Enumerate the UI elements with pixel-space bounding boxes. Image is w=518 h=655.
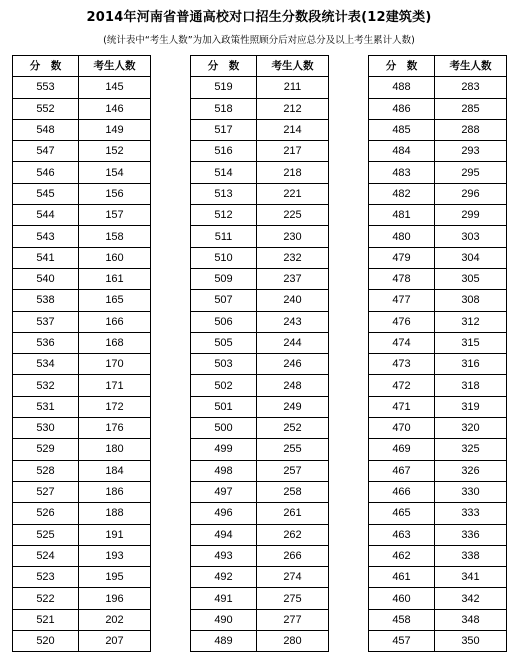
table-row bbox=[191, 205, 329, 226]
count-cell: 326 bbox=[435, 460, 507, 481]
table-row bbox=[369, 481, 507, 502]
count-cell: 342 bbox=[435, 588, 507, 609]
count-cell: 156 bbox=[79, 183, 151, 204]
score-cell: 499 bbox=[191, 439, 257, 460]
count-cell: 320 bbox=[435, 418, 507, 439]
header-score: 分 数 bbox=[13, 56, 79, 77]
score-cell: 541 bbox=[13, 247, 79, 268]
table-row bbox=[191, 332, 329, 353]
count-cell: 249 bbox=[257, 396, 329, 417]
score-cell: 481 bbox=[369, 205, 435, 226]
count-cell: 296 bbox=[435, 183, 507, 204]
count-cell: 171 bbox=[79, 375, 151, 396]
table-row bbox=[369, 247, 507, 268]
table-row bbox=[369, 545, 507, 566]
count-cell: 350 bbox=[435, 631, 507, 652]
count-cell: 188 bbox=[79, 503, 151, 524]
table-row bbox=[13, 226, 151, 247]
table-row bbox=[13, 545, 151, 566]
score-cell: 545 bbox=[13, 183, 79, 204]
table-row bbox=[191, 567, 329, 588]
score-cell: 528 bbox=[13, 460, 79, 481]
count-cell: 243 bbox=[257, 311, 329, 332]
count-cell: 146 bbox=[79, 98, 151, 119]
count-cell: 172 bbox=[79, 396, 151, 417]
count-cell: 318 bbox=[435, 375, 507, 396]
table-row bbox=[369, 332, 507, 353]
score-cell: 522 bbox=[13, 588, 79, 609]
count-cell: 161 bbox=[79, 268, 151, 289]
score-cell: 507 bbox=[191, 290, 257, 311]
score-cell: 523 bbox=[13, 567, 79, 588]
count-cell: 186 bbox=[79, 481, 151, 502]
table-row bbox=[369, 183, 507, 204]
table-row bbox=[13, 290, 151, 311]
table-row bbox=[13, 418, 151, 439]
count-cell: 308 bbox=[435, 290, 507, 311]
count-cell: 258 bbox=[257, 481, 329, 502]
table-row bbox=[191, 354, 329, 375]
score-cell: 540 bbox=[13, 268, 79, 289]
header-score: 分 数 bbox=[191, 56, 257, 77]
table-row bbox=[369, 503, 507, 524]
table-row bbox=[369, 268, 507, 289]
score-cell: 527 bbox=[13, 481, 79, 502]
score-cell: 544 bbox=[13, 205, 79, 226]
table-row bbox=[13, 631, 151, 652]
score-table-3 bbox=[368, 55, 507, 652]
score-cell: 471 bbox=[369, 396, 435, 417]
score-cell: 497 bbox=[191, 481, 257, 502]
table-row bbox=[13, 396, 151, 417]
count-cell: 195 bbox=[79, 567, 151, 588]
score-cell: 538 bbox=[13, 290, 79, 311]
table-row bbox=[191, 396, 329, 417]
count-cell: 166 bbox=[79, 311, 151, 332]
score-cell: 491 bbox=[191, 588, 257, 609]
table-row bbox=[13, 205, 151, 226]
count-cell: 202 bbox=[79, 609, 151, 630]
count-cell: 275 bbox=[257, 588, 329, 609]
table-row bbox=[369, 98, 507, 119]
table-row bbox=[369, 162, 507, 183]
score-cell: 532 bbox=[13, 375, 79, 396]
count-cell: 338 bbox=[435, 545, 507, 566]
count-cell: 288 bbox=[435, 119, 507, 140]
count-cell: 330 bbox=[435, 481, 507, 502]
table-row bbox=[13, 481, 151, 502]
count-cell: 277 bbox=[257, 609, 329, 630]
table-header-row bbox=[191, 56, 329, 77]
count-cell: 283 bbox=[435, 77, 507, 98]
count-cell: 262 bbox=[257, 524, 329, 545]
score-cell: 510 bbox=[191, 247, 257, 268]
count-cell: 217 bbox=[257, 141, 329, 162]
count-cell: 295 bbox=[435, 162, 507, 183]
count-cell: 157 bbox=[79, 205, 151, 226]
table-row bbox=[191, 481, 329, 502]
score-cell: 518 bbox=[191, 98, 257, 119]
score-cell: 470 bbox=[369, 418, 435, 439]
count-cell: 230 bbox=[257, 226, 329, 247]
table-row bbox=[369, 311, 507, 332]
score-cell: 492 bbox=[191, 567, 257, 588]
count-cell: 154 bbox=[79, 162, 151, 183]
count-cell: 319 bbox=[435, 396, 507, 417]
count-cell: 165 bbox=[79, 290, 151, 311]
table-header-row bbox=[369, 56, 507, 77]
table-row bbox=[369, 77, 507, 98]
page-subtitle: (统计表中“考生人数”为加入政策性照顾分后对应总分及以上考生累计人数) bbox=[103, 35, 415, 46]
table-row bbox=[369, 141, 507, 162]
count-cell: 180 bbox=[79, 439, 151, 460]
table-row bbox=[191, 418, 329, 439]
score-cell: 513 bbox=[191, 183, 257, 204]
count-cell: 304 bbox=[435, 247, 507, 268]
table-row bbox=[13, 439, 151, 460]
table-row bbox=[191, 226, 329, 247]
count-cell: 312 bbox=[435, 311, 507, 332]
score-cell: 534 bbox=[13, 354, 79, 375]
table-row bbox=[369, 290, 507, 311]
table-row bbox=[369, 460, 507, 481]
count-cell: 225 bbox=[257, 205, 329, 226]
table-row bbox=[13, 609, 151, 630]
table-row bbox=[191, 460, 329, 481]
table-row bbox=[369, 567, 507, 588]
table-row bbox=[191, 631, 329, 652]
count-cell: 293 bbox=[435, 141, 507, 162]
count-cell: 316 bbox=[435, 354, 507, 375]
table-row bbox=[191, 609, 329, 630]
table-row bbox=[191, 524, 329, 545]
score-cell: 524 bbox=[13, 545, 79, 566]
score-cell: 460 bbox=[369, 588, 435, 609]
count-cell: 348 bbox=[435, 609, 507, 630]
score-cell: 505 bbox=[191, 332, 257, 353]
count-cell: 280 bbox=[257, 631, 329, 652]
score-cell: 503 bbox=[191, 354, 257, 375]
score-cell: 476 bbox=[369, 311, 435, 332]
count-cell: 252 bbox=[257, 418, 329, 439]
table-row bbox=[191, 268, 329, 289]
score-cell: 479 bbox=[369, 247, 435, 268]
score-cell: 485 bbox=[369, 119, 435, 140]
score-cell: 462 bbox=[369, 545, 435, 566]
table-row bbox=[369, 588, 507, 609]
table-row bbox=[191, 375, 329, 396]
count-cell: 214 bbox=[257, 119, 329, 140]
count-cell: 333 bbox=[435, 503, 507, 524]
score-cell: 525 bbox=[13, 524, 79, 545]
score-cell: 469 bbox=[369, 439, 435, 460]
count-cell: 184 bbox=[79, 460, 151, 481]
count-cell: 211 bbox=[257, 77, 329, 98]
score-cell: 463 bbox=[369, 524, 435, 545]
table-row bbox=[191, 545, 329, 566]
table-row bbox=[13, 460, 151, 481]
score-cell: 461 bbox=[369, 567, 435, 588]
count-cell: 212 bbox=[257, 98, 329, 119]
score-cell: 483 bbox=[369, 162, 435, 183]
header-count: 考生人数 bbox=[435, 56, 507, 77]
score-cell: 548 bbox=[13, 119, 79, 140]
table-row bbox=[13, 311, 151, 332]
score-cell: 472 bbox=[369, 375, 435, 396]
table-row bbox=[369, 631, 507, 652]
score-cell: 498 bbox=[191, 460, 257, 481]
count-cell: 193 bbox=[79, 545, 151, 566]
table-row bbox=[191, 588, 329, 609]
count-cell: 191 bbox=[79, 524, 151, 545]
score-cell: 467 bbox=[369, 460, 435, 481]
page-title: 2014年河南省普通高校对口招生分数段统计表(12建筑类) bbox=[86, 10, 432, 25]
score-cell: 477 bbox=[369, 290, 435, 311]
table-row bbox=[369, 354, 507, 375]
table-row bbox=[191, 183, 329, 204]
score-cell: 521 bbox=[13, 609, 79, 630]
count-cell: 325 bbox=[435, 439, 507, 460]
count-cell: 221 bbox=[257, 183, 329, 204]
table-row bbox=[191, 247, 329, 268]
score-cell: 473 bbox=[369, 354, 435, 375]
score-cell: 501 bbox=[191, 396, 257, 417]
count-cell: 170 bbox=[79, 354, 151, 375]
score-cell: 466 bbox=[369, 481, 435, 502]
score-cell: 546 bbox=[13, 162, 79, 183]
score-cell: 500 bbox=[191, 418, 257, 439]
table-row bbox=[369, 396, 507, 417]
count-cell: 176 bbox=[79, 418, 151, 439]
table-row bbox=[13, 141, 151, 162]
count-cell: 336 bbox=[435, 524, 507, 545]
count-cell: 266 bbox=[257, 545, 329, 566]
count-cell: 299 bbox=[435, 205, 507, 226]
table-row bbox=[13, 162, 151, 183]
score-cell: 480 bbox=[369, 226, 435, 247]
score-cell: 478 bbox=[369, 268, 435, 289]
table-row bbox=[13, 524, 151, 545]
score-cell: 458 bbox=[369, 609, 435, 630]
score-cell: 531 bbox=[13, 396, 79, 417]
score-cell: 506 bbox=[191, 311, 257, 332]
table-row bbox=[13, 503, 151, 524]
table-row bbox=[369, 226, 507, 247]
table-row bbox=[191, 162, 329, 183]
table-row bbox=[13, 567, 151, 588]
score-cell: 474 bbox=[369, 332, 435, 353]
score-cell: 511 bbox=[191, 226, 257, 247]
count-cell: 257 bbox=[257, 460, 329, 481]
table-row bbox=[191, 439, 329, 460]
header-score: 分 数 bbox=[369, 56, 435, 77]
score-cell: 465 bbox=[369, 503, 435, 524]
table-row bbox=[13, 354, 151, 375]
score-cell: 517 bbox=[191, 119, 257, 140]
score-cell: 494 bbox=[191, 524, 257, 545]
score-cell: 552 bbox=[13, 98, 79, 119]
score-cell: 484 bbox=[369, 141, 435, 162]
score-cell: 482 bbox=[369, 183, 435, 204]
count-cell: 274 bbox=[257, 567, 329, 588]
score-cell: 502 bbox=[191, 375, 257, 396]
header-count: 考生人数 bbox=[79, 56, 151, 77]
table-row bbox=[191, 290, 329, 311]
score-cell: 543 bbox=[13, 226, 79, 247]
score-table-1 bbox=[12, 55, 151, 652]
table-row bbox=[13, 77, 151, 98]
table-row bbox=[191, 141, 329, 162]
count-cell: 248 bbox=[257, 375, 329, 396]
count-cell: 244 bbox=[257, 332, 329, 353]
table-row bbox=[191, 98, 329, 119]
score-cell: 530 bbox=[13, 418, 79, 439]
count-cell: 232 bbox=[257, 247, 329, 268]
count-cell: 303 bbox=[435, 226, 507, 247]
count-cell: 305 bbox=[435, 268, 507, 289]
score-cell: 496 bbox=[191, 503, 257, 524]
table-row bbox=[191, 119, 329, 140]
count-cell: 149 bbox=[79, 119, 151, 140]
count-cell: 285 bbox=[435, 98, 507, 119]
table-row bbox=[369, 375, 507, 396]
count-cell: 207 bbox=[79, 631, 151, 652]
table-row bbox=[369, 524, 507, 545]
score-cell: 547 bbox=[13, 141, 79, 162]
table-row bbox=[13, 588, 151, 609]
score-cell: 537 bbox=[13, 311, 79, 332]
count-cell: 152 bbox=[79, 141, 151, 162]
score-cell: 512 bbox=[191, 205, 257, 226]
table-row bbox=[191, 503, 329, 524]
score-cell: 489 bbox=[191, 631, 257, 652]
table-row bbox=[13, 332, 151, 353]
table-row bbox=[369, 205, 507, 226]
table-row bbox=[13, 268, 151, 289]
count-cell: 145 bbox=[79, 77, 151, 98]
score-cell: 520 bbox=[13, 631, 79, 652]
header-count: 考生人数 bbox=[257, 56, 329, 77]
score-cell: 490 bbox=[191, 609, 257, 630]
table-row bbox=[369, 119, 507, 140]
score-cell: 493 bbox=[191, 545, 257, 566]
table-row bbox=[191, 311, 329, 332]
score-table-2 bbox=[190, 55, 329, 652]
table-row bbox=[191, 77, 329, 98]
score-cell: 553 bbox=[13, 77, 79, 98]
count-cell: 255 bbox=[257, 439, 329, 460]
score-cell: 486 bbox=[369, 98, 435, 119]
count-cell: 158 bbox=[79, 226, 151, 247]
count-cell: 237 bbox=[257, 268, 329, 289]
count-cell: 246 bbox=[257, 354, 329, 375]
score-cell: 488 bbox=[369, 77, 435, 98]
table-row bbox=[13, 183, 151, 204]
count-cell: 261 bbox=[257, 503, 329, 524]
count-cell: 160 bbox=[79, 247, 151, 268]
table-row bbox=[13, 375, 151, 396]
score-cell: 529 bbox=[13, 439, 79, 460]
table-row bbox=[13, 98, 151, 119]
count-cell: 218 bbox=[257, 162, 329, 183]
score-cell: 536 bbox=[13, 332, 79, 353]
score-cell: 509 bbox=[191, 268, 257, 289]
score-cell: 457 bbox=[369, 631, 435, 652]
table-header-row bbox=[13, 56, 151, 77]
count-cell: 168 bbox=[79, 332, 151, 353]
score-cell: 514 bbox=[191, 162, 257, 183]
count-cell: 240 bbox=[257, 290, 329, 311]
score-cell: 526 bbox=[13, 503, 79, 524]
table-row bbox=[369, 418, 507, 439]
score-cell: 516 bbox=[191, 141, 257, 162]
table-row bbox=[13, 119, 151, 140]
count-cell: 341 bbox=[435, 567, 507, 588]
count-cell: 315 bbox=[435, 332, 507, 353]
score-cell: 519 bbox=[191, 77, 257, 98]
table-row bbox=[13, 247, 151, 268]
table-row bbox=[369, 609, 507, 630]
count-cell: 196 bbox=[79, 588, 151, 609]
table-row bbox=[369, 439, 507, 460]
